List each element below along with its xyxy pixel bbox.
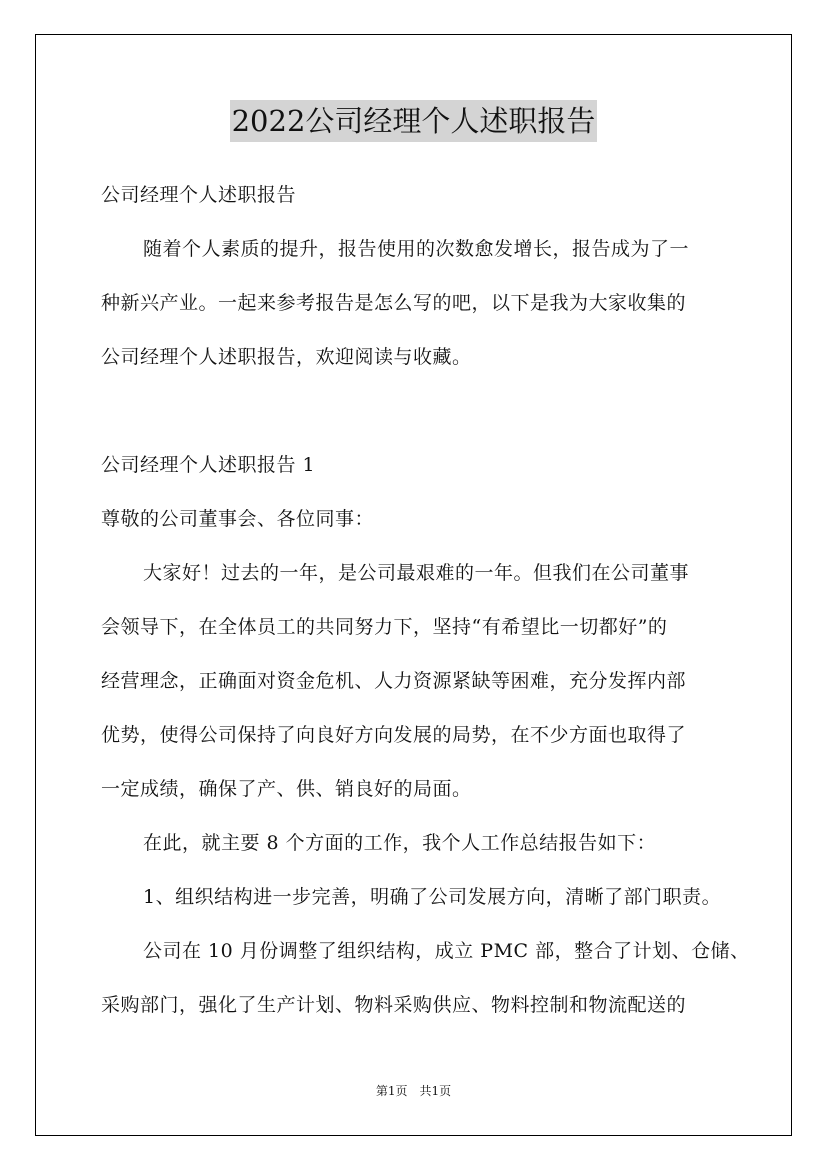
paragraph-line: 公司在 10 月份调整了组织结构，成立 PMC 部，整合了计划、仓储、 [143, 940, 750, 962]
page-number-footer: 第1页 共1页 [375, 1084, 452, 1098]
intro-line: 随着个人素质的提升，报告使用的次数愈发增长，报告成为了一 [143, 238, 690, 260]
salutation: 尊敬的公司董事会、各位同事： [101, 508, 375, 530]
numbered-point: 1、组织结构进一步完善，明确了公司发展方向，清晰了部门职责。 [143, 886, 722, 908]
document-title [0, 100, 827, 142]
paragraph-line: 一定成绩，确保了产、供、销良好的局面。 [101, 778, 472, 800]
paragraph-line: 优势，使得公司保持了向良好方向发展的局势，在不少方面也取得了 [101, 724, 687, 746]
document-title-text: 2022公司经理个人述职报告 [230, 100, 598, 142]
paragraph-line: 在此，就主要 8 个方面的工作，我个人工作总结报告如下： [143, 832, 657, 854]
paragraph-line: 经营理念，正确面对资金危机、人力资源紧缺等困难，充分发挥内部 [101, 670, 687, 692]
document-subtitle: 公司经理个人述职报告 [101, 184, 297, 206]
intro-line: 公司经理个人述职报告，欢迎阅读与收藏。 [101, 346, 472, 368]
paragraph-line: 大家好！过去的一年，是公司最艰难的一年。但我们在公司董事 [143, 562, 690, 584]
intro-line: 种新兴产业。一起来参考报告是怎么写的吧，以下是我为大家收集的 [101, 292, 687, 314]
section-heading: 公司经理个人述职报告 1 [101, 454, 316, 476]
paragraph-line: 会领导下，在全体员工的共同努力下，坚持“有希望比一切都好”的 [101, 616, 668, 638]
paragraph-line: 采购部门，强化了生产计划、物料采购供应、物料控制和物流配送的 [101, 994, 687, 1016]
